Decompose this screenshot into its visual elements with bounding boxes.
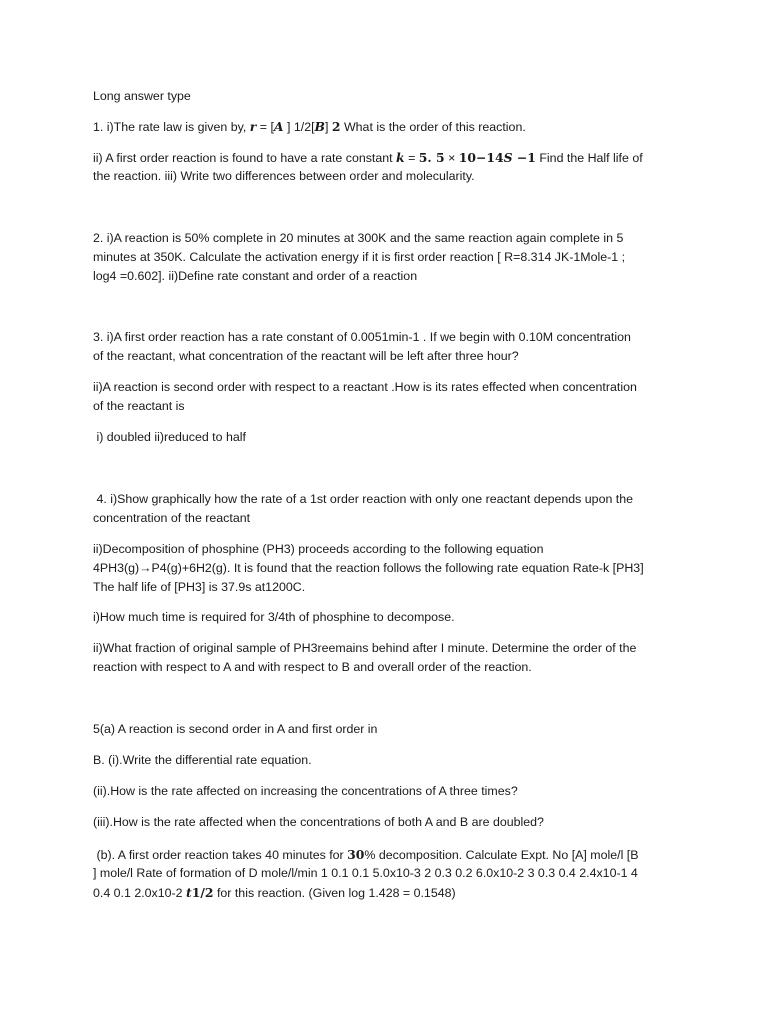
q5-line2: B. (i).Write the differential rate equation. [93, 753, 312, 767]
q5-line6: ] mole/l Rate of formation of D mole/l/min 1 0.1 0.1 5.0x10-3 2 0.3 0.2 6.0x10-2 3 0.3 0.4 2.4x10-1 4 [93, 866, 638, 880]
q1-var-k: k [396, 150, 405, 165]
q3-line5: i) doubled ii)reduced to half [93, 430, 246, 444]
q5-line5-suffix: % decomposition. Calculate Expt. No [A] mole/l [B [364, 848, 639, 862]
q1-var-a: A [273, 119, 284, 134]
q1-rate-exp: 10−14 [458, 150, 504, 165]
q1-var-r: r [249, 119, 257, 134]
q2-line3: log4 =0.602]. ii)Define rate constant and order of a reaction [93, 269, 418, 283]
q5-line5 [93, 845, 693, 865]
q1-part2-suffix: Find the Half life of [535, 151, 643, 165]
q5-var-t: t [186, 885, 192, 900]
q1-mid: ] 1/2[ [283, 120, 315, 134]
q4-line5: The half life of [PH3] is 37.9s at1200C. [93, 580, 306, 594]
q3-line2: of the reactant, what concentration of the reactant will be left after three hour? [93, 349, 519, 363]
q1-part2-line2: the reaction. iii) Write two differences between order and molecularity. [93, 169, 475, 183]
q3-line4: of the reactant is [93, 399, 185, 413]
q4-line2: concentration of the reactant [93, 511, 251, 525]
q5-half: 1/2 [191, 885, 214, 900]
q5-line3: (ii).How is the rate affected on increasing the concentrations of A three times? [93, 784, 518, 798]
q2-line1: 2. i)A reaction is 50% complete in 20 minutes at 300K and the same reaction again complete in 5 [93, 231, 624, 245]
q4-line6: i)How much time is required for 3/4th of phosphine to decompose. [93, 610, 455, 624]
q5-line5-prefix: (b). A first order reaction takes 40 minutes for [93, 848, 348, 862]
q5-line7-prefix: 0.4 0.1 2.0x10-2 [93, 886, 186, 900]
q1-exp: 2 [331, 119, 341, 134]
q4-line8: reaction with respect to A and with respect to B and overall order of the reaction. [93, 660, 532, 674]
q3-line1: 3. i)A first order reaction has a rate constant of 0.0051min-1 . If we begin with 0.10M concentration [93, 330, 631, 344]
q1-part2-prefix: ii) A first order reaction is found to have a rate constant [93, 151, 397, 165]
q5-line7 [93, 883, 693, 903]
q4-line4: 4PH3(g)→P4(g)+6H2(g). It is found that the reaction follows the following rate equation Rate-k [PH3] [93, 561, 644, 575]
q4-line1: 4. i)Show graphically how the rate of a 1st order reaction with only one reactant depends upon the [93, 492, 634, 506]
q1-part1-suffix: What is the order of this reaction. [340, 120, 526, 134]
q1-var-b: B [314, 119, 326, 134]
q1-close: ] [325, 120, 332, 134]
q1-times: × [444, 151, 459, 165]
q1-part2 [93, 148, 693, 168]
section-heading: Long answer type [93, 89, 191, 103]
q1-rate-value: 5. 5 [418, 150, 445, 165]
q1-part1 [93, 117, 693, 137]
q1-part2-eq: = [404, 151, 419, 165]
q1-part1-prefix: 1. i)The rate law is given by, [93, 120, 250, 134]
q3-line3: ii)A reaction is second order with respect to a reactant .How is its rates effected when concentration [93, 380, 637, 394]
q5-percent-value: 30 [347, 847, 365, 862]
q4-line7: ii)What fraction of original sample of PH3reemains behind after I minute. Determine the order of the [93, 641, 637, 655]
q2-line2: minutes at 350K. Calculate the activation energy if it is first order reaction [ R=8.314 JK-1Mole-1 ; [93, 250, 626, 264]
q1-unit-exp: −1 [512, 150, 536, 165]
q4-line3: ii)Decomposition of phosphine (PH3) proceeds according to the following equation [93, 542, 544, 556]
q1-eq: = [ [256, 120, 274, 134]
q1-unit-s: S [503, 150, 513, 165]
q5-line4: (iii).How is the rate affected when the concentrations of both A and B are doubled? [93, 815, 544, 829]
q5-line1: 5(a) A reaction is second order in A and first order in [93, 722, 378, 736]
q5-line7-suffix: for this reaction. (Given log 1.428 = 0.1548) [213, 886, 456, 900]
